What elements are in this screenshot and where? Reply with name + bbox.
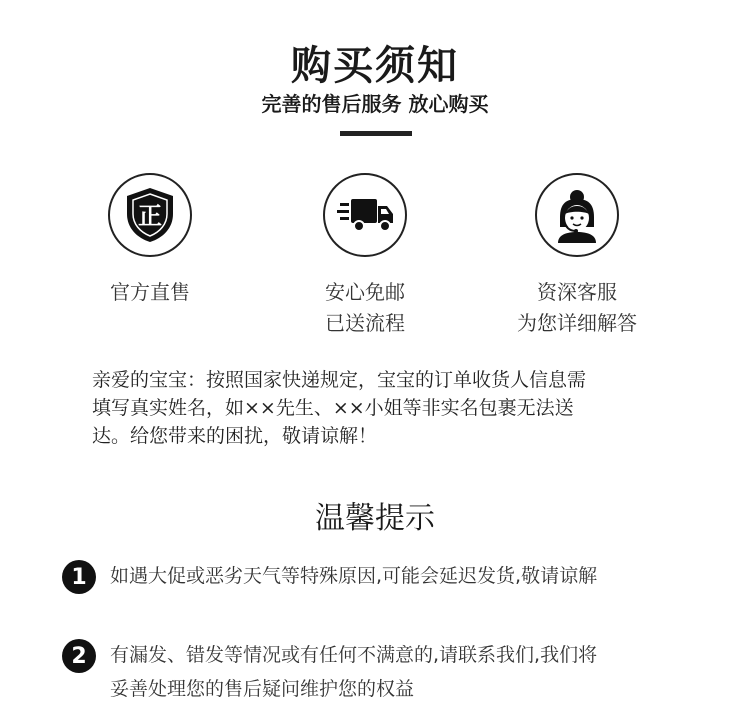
tip-line: 如遇大促或恶劣天气等特殊原因,可能会延迟发货,敬请谅解	[110, 565, 598, 587]
feature-line1: 官方直售	[110, 280, 190, 304]
feature-line1: 安心免邮	[325, 280, 405, 304]
tip-item	[62, 638, 702, 706]
shield-zheng-icon	[124, 186, 176, 244]
feature-official	[50, 173, 250, 308]
feature-icon-circle	[323, 173, 407, 257]
shield-badge-text: 正	[138, 202, 162, 230]
feature-customer-service	[477, 173, 677, 339]
feature-free-shipping	[265, 173, 465, 339]
feature-label	[265, 277, 465, 339]
tip-number-badge: 2	[62, 639, 96, 673]
feature-icon-circle	[535, 173, 619, 257]
feature-line2: 已送流程	[325, 311, 405, 335]
notice-line: 亲爱的宝宝：按照国家快递规定，宝宝的订单收货人信息需	[92, 369, 587, 391]
title-divider	[340, 131, 412, 136]
delivery-truck-icon	[334, 195, 396, 235]
customer-service-agent-icon	[550, 187, 604, 243]
feature-icon-circle	[108, 173, 192, 257]
tip-item	[62, 559, 702, 594]
tip-number-badge: 1	[62, 560, 96, 594]
tips-title: 温馨提示	[315, 501, 435, 536]
page-subtitle: 完善的售后服务 放心购买	[261, 92, 489, 116]
feature-label	[50, 277, 250, 308]
tip-line: 妥善处理您的售后疑问维护您的权益	[110, 678, 415, 700]
notice-paragraph	[92, 366, 682, 450]
tip-line: 有漏发、错发等情况或有任何不满意的,请联系我们,我们将	[110, 644, 598, 666]
page-title: 购买须知	[291, 43, 459, 89]
feature-line2: 为您详细解答	[517, 311, 637, 335]
notice-line: 达。给您带来的困扰，敬请谅解！	[92, 425, 378, 447]
tip-text	[110, 638, 597, 706]
tip-text	[110, 559, 597, 593]
feature-label	[477, 277, 677, 339]
feature-line1: 资深客服	[537, 280, 617, 304]
notice-line: 填写真实姓名，如××先生、××小姐等非实名包裹无法送	[92, 397, 574, 419]
